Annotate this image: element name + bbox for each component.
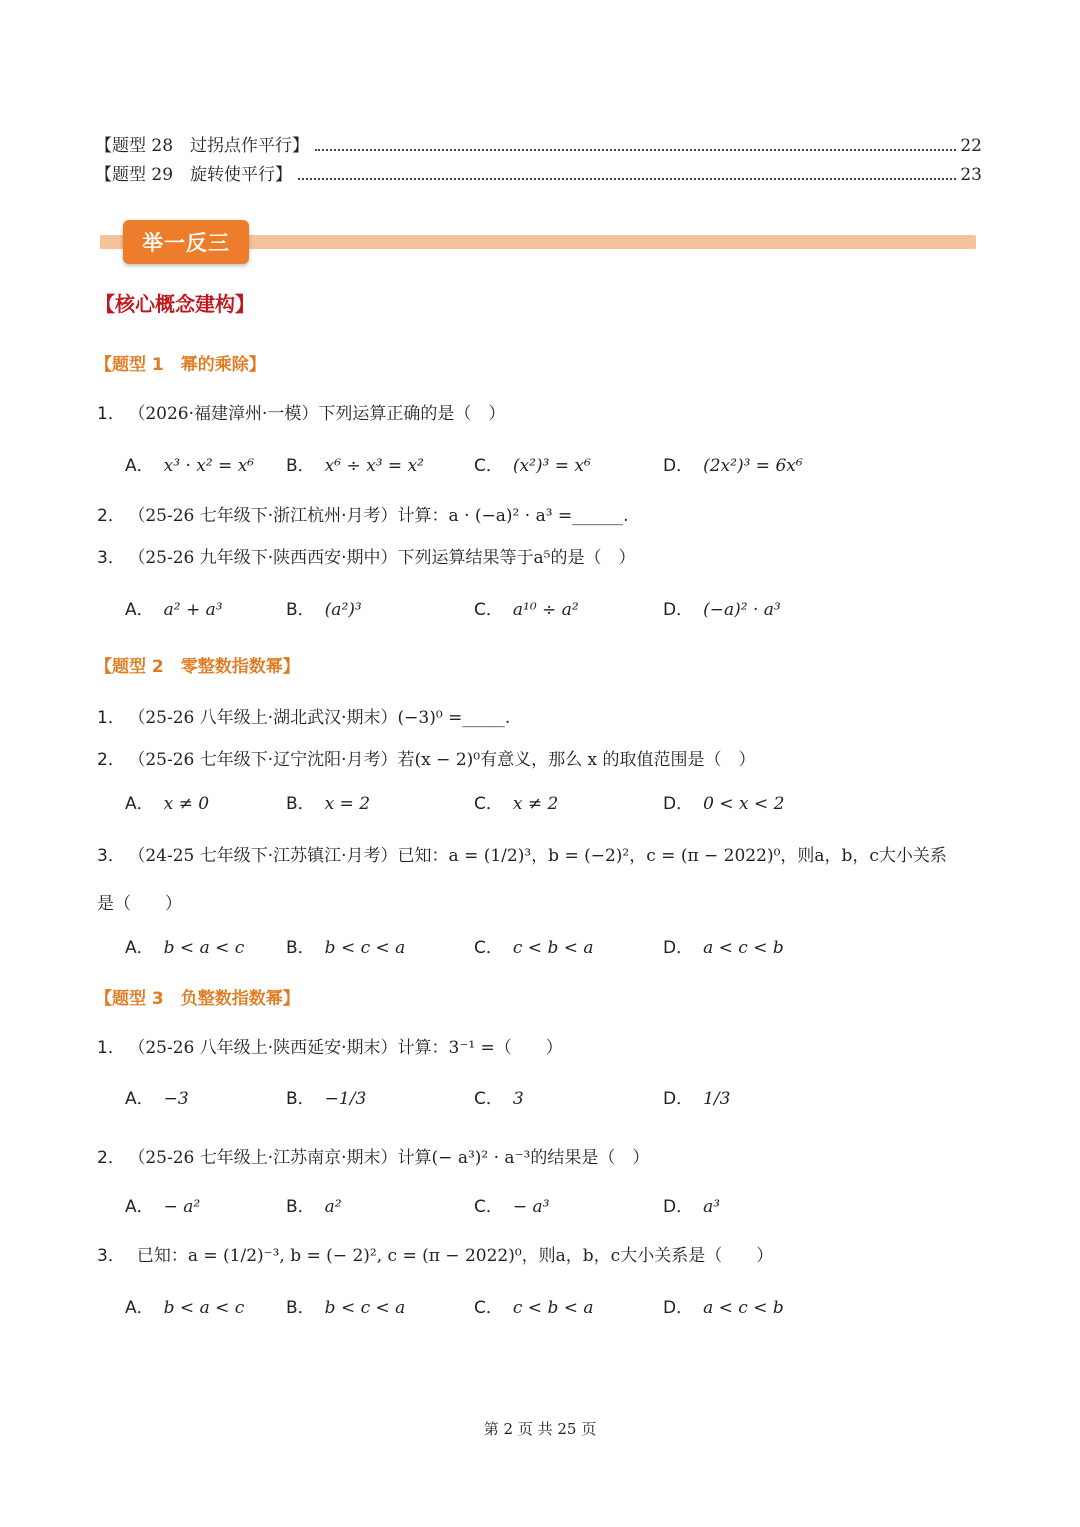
question-stem: 计算：a · (−a)² · a³ =______. — [397, 506, 629, 526]
t3-q1-option-d[interactable] — [663, 1084, 730, 1109]
option-text: −3 — [163, 1089, 189, 1109]
question-source: （25-26 七年级下·浙江杭州·月考） — [136, 506, 398, 526]
option-letter: D． — [663, 1089, 694, 1109]
option-letter: B． — [286, 456, 315, 476]
option-text: − a² — [163, 1197, 201, 1217]
t1-q2 — [97, 501, 629, 526]
t3-q2-option-d[interactable] — [663, 1192, 720, 1217]
option-letter: C． — [474, 456, 503, 476]
question-stem: 已知：a = (1/2)⁻³, b = (− 2)², c = (π − 2022)⁰，则a，b，c大小关系是（ ） — [136, 1246, 774, 1266]
question-number: 2． — [97, 750, 125, 770]
t1-q1-option-a[interactable] — [125, 451, 254, 476]
t2-q3-option-b[interactable] — [286, 933, 405, 958]
toc-dots — [298, 178, 956, 180]
t1-q3-option-c[interactable] — [474, 595, 579, 620]
type-2-title: 【题型 2 零整数指数幂】 — [95, 657, 300, 677]
option-letter: C． — [474, 794, 503, 814]
option-text: 0 < x < 2 — [703, 794, 785, 814]
option-letter: C． — [474, 600, 503, 620]
option-letter: B． — [286, 1197, 315, 1217]
t3-q3-option-b[interactable] — [286, 1293, 405, 1318]
option-text: 3 — [512, 1089, 524, 1109]
t1-q1-option-b[interactable] — [286, 451, 424, 476]
option-text: (−a)² · a³ — [703, 600, 781, 620]
question-stem: (−3)⁰ =_____. — [397, 708, 511, 728]
t3-q3-option-d[interactable] — [663, 1293, 784, 1318]
t3-q1-option-c[interactable] — [474, 1084, 524, 1109]
option-letter: A． — [125, 600, 154, 620]
t3-q2-option-c[interactable] — [474, 1192, 549, 1217]
t1-q3-option-a[interactable] — [125, 595, 223, 620]
t2-q2-option-b[interactable] — [286, 789, 370, 814]
t2-q3-option-c[interactable] — [474, 933, 594, 958]
option-text: b < a < c — [163, 938, 245, 958]
question-source: （25-26 八年级上·湖北武汉·期末） — [136, 708, 398, 728]
option-letter: C． — [474, 1197, 503, 1217]
option-text: a² + a³ — [163, 600, 223, 620]
question-stem: 下列运算结果等于a⁵的是（ ） — [397, 548, 636, 568]
option-text: a³ — [703, 1197, 721, 1217]
option-letter: D． — [663, 1197, 694, 1217]
question-source: （2026·福建漳州·一模） — [136, 404, 319, 424]
page-footer: 第 2 页 共 25 页 — [483, 1420, 597, 1438]
t2-q2-option-d[interactable] — [663, 789, 784, 814]
option-text: x ≠ 0 — [163, 794, 210, 814]
option-text: a¹⁰ ÷ a² — [512, 600, 579, 620]
question-number: 1． — [97, 708, 125, 728]
option-text: b < c < a — [324, 938, 406, 958]
question-number: 3． — [97, 548, 125, 568]
option-letter: A． — [125, 456, 154, 476]
t2-q2-option-c[interactable] — [474, 789, 558, 814]
question-number: 1． — [97, 404, 125, 424]
toc-page: 23 — [960, 165, 982, 185]
toc-dots — [315, 149, 956, 151]
toc-label: 【题型 28 过拐点作平行】 — [95, 136, 310, 156]
question-number: 3． — [97, 1246, 125, 1266]
option-text: x³ · x² = x⁶ — [163, 456, 255, 476]
option-letter: B． — [286, 794, 315, 814]
option-text: c < b < a — [512, 1298, 594, 1318]
t3-q3-option-c[interactable] — [474, 1293, 594, 1318]
question-stem: 计算：3⁻¹ =（ ） — [397, 1038, 563, 1058]
t2-q3-continuation: 是（ ） — [97, 894, 182, 914]
t1-q1-option-c[interactable] — [474, 451, 591, 476]
t1-q3-option-d[interactable] — [663, 595, 781, 620]
t3-q1-option-a[interactable] — [125, 1084, 189, 1109]
question-source: （25-26 八年级上·陕西延安·期末） — [136, 1038, 398, 1058]
option-letter: B． — [286, 600, 315, 620]
t1-q3 — [97, 543, 636, 568]
toc-entry-28[interactable] — [95, 131, 982, 155]
question-stem: 计算(− a³)² · a⁻³的结果是（ ） — [397, 1148, 650, 1168]
t3-q2-option-b[interactable] — [286, 1192, 342, 1217]
option-letter: A． — [125, 1298, 154, 1318]
t2-q3-option-d[interactable] — [663, 933, 784, 958]
option-letter: B． — [286, 938, 315, 958]
option-text: −1/3 — [324, 1089, 367, 1109]
t1-q1 — [97, 399, 505, 424]
option-text: x⁶ ÷ x³ = x² — [324, 456, 424, 476]
t2-q2 — [97, 745, 755, 770]
option-text: a < c < b — [703, 1298, 784, 1318]
option-letter: A． — [125, 1197, 154, 1217]
t3-q3-option-a[interactable] — [125, 1293, 244, 1318]
t1-q3-option-b[interactable] — [286, 595, 362, 620]
t2-q3-option-a[interactable] — [125, 933, 244, 958]
option-letter: D． — [663, 794, 694, 814]
option-letter: B． — [286, 1298, 315, 1318]
t3-q3 — [97, 1241, 773, 1266]
question-number: 3． — [97, 846, 125, 866]
option-letter: D． — [663, 456, 694, 476]
t3-q2 — [97, 1143, 649, 1168]
option-letter: D． — [663, 1298, 694, 1318]
question-stem: 下列运算正确的是（ ） — [318, 404, 506, 424]
option-letter: B． — [286, 1089, 315, 1109]
option-letter: A． — [125, 794, 154, 814]
option-letter: D． — [663, 600, 694, 620]
option-letter: A． — [125, 1089, 154, 1109]
question-stem: 已知：a = (1/2)³，b = (−2)²，c = (π − 2022)⁰，则a，b，c大小关系 — [397, 846, 947, 866]
section-banner-tag: 举一反三 — [123, 220, 249, 264]
toc-label: 【题型 29 旋转使平行】 — [95, 165, 293, 185]
question-stem: 若(x − 2)⁰有意义，那么 x 的取值范围是（ ） — [397, 750, 756, 770]
t3-q1 — [97, 1033, 563, 1058]
question-source: （25-26 七年级下·辽宁沈阳·月考） — [136, 750, 398, 770]
option-text: a < c < b — [703, 938, 784, 958]
option-text: b < c < a — [324, 1298, 406, 1318]
t2-q2-option-a[interactable] — [125, 789, 209, 814]
t2-q1 — [97, 703, 510, 728]
option-letter: A． — [125, 938, 154, 958]
question-number: 2． — [97, 1148, 125, 1168]
t3-q2-option-a[interactable] — [125, 1192, 200, 1217]
option-text: (x²)³ = x⁶ — [512, 456, 591, 476]
option-text: (a²)³ — [324, 600, 362, 620]
t2-q3 — [97, 841, 947, 866]
question-source: （25-26 九年级下·陕西西安·期中） — [136, 548, 398, 568]
option-letter: D． — [663, 938, 694, 958]
option-text: (2x²)³ = 6x⁶ — [703, 456, 803, 476]
option-text: b < a < c — [163, 1298, 245, 1318]
option-text: − a³ — [512, 1197, 550, 1217]
option-letter: C． — [474, 1089, 503, 1109]
core-concept-title: 【核心概念建构】 — [95, 292, 255, 316]
option-text: x ≠ 2 — [512, 794, 559, 814]
option-text: a² — [324, 1197, 342, 1217]
toc-entry-29[interactable] — [95, 160, 982, 184]
option-text: 1/3 — [703, 1089, 731, 1109]
option-letter: C． — [474, 938, 503, 958]
option-text: c < b < a — [512, 938, 594, 958]
question-number: 2． — [97, 506, 125, 526]
option-letter: C． — [474, 1298, 503, 1318]
question-source: （25-26 七年级上·江苏南京·期末） — [136, 1148, 398, 1168]
toc-page: 22 — [960, 136, 982, 156]
type-1-title: 【题型 1 幂的乘除】 — [95, 355, 266, 375]
question-source: （24-25 七年级下·江苏镇江·月考） — [136, 846, 398, 866]
option-text: x = 2 — [324, 794, 371, 814]
question-number: 1． — [97, 1038, 125, 1058]
t1-q1-option-d[interactable] — [663, 451, 803, 476]
t3-q1-option-b[interactable] — [286, 1084, 366, 1109]
type-3-title: 【题型 3 负整数指数幂】 — [95, 989, 300, 1009]
